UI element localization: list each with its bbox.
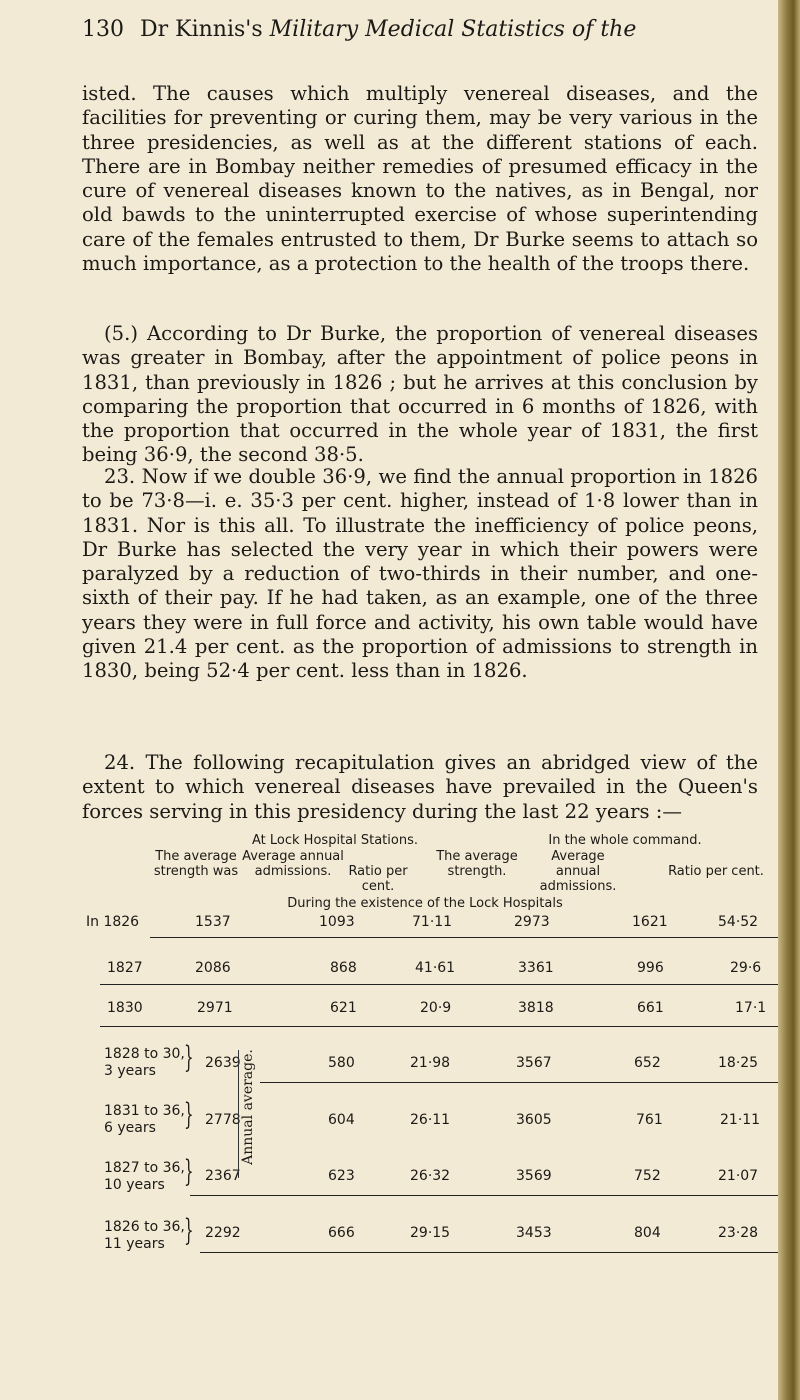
row-label-years: 6 years: [104, 1120, 156, 1136]
cell-ratio: 20·9: [420, 1000, 452, 1016]
vertical-label-annual-average: [240, 1042, 256, 1172]
cell-strength: 2971: [197, 1000, 233, 1016]
row-label: 1831 to 36,: [104, 1103, 185, 1119]
group-header-command: In the whole command.: [548, 833, 702, 848]
cell-ratio2: 54·52: [718, 914, 759, 930]
cell-strength2: 3567: [516, 1055, 552, 1071]
table-rule: [150, 937, 780, 938]
cell-ratio: 26·11: [410, 1112, 451, 1128]
header-book-title: Military Medical Statistics of the: [269, 17, 637, 42]
cell-admissions2: 661: [637, 1000, 664, 1016]
cell-ratio: 26·32: [410, 1168, 451, 1184]
row-label: 1827: [107, 960, 143, 976]
cell-admissions: 868: [330, 960, 357, 976]
header-title: [140, 17, 636, 42]
brace: }: [184, 1097, 194, 1132]
row-label: 1826 to 36,: [104, 1219, 185, 1235]
cell-admissions: 666: [328, 1225, 355, 1241]
cell-admissions: 604: [328, 1112, 355, 1128]
table-rule: [100, 984, 780, 985]
col-header-admissions2: Average annual admissions.: [539, 849, 617, 894]
row-label: 1830: [107, 1000, 143, 1016]
brace: }: [184, 1213, 194, 1248]
group-header-lock: At Lock Hospital Stations.: [252, 833, 418, 848]
cell-admissions2: 804: [634, 1225, 661, 1241]
header-author: Dr Kinnis's: [140, 17, 263, 42]
cell-ratio2: 21·11: [720, 1112, 761, 1128]
cell-strength: 2292: [205, 1225, 241, 1241]
cell-strength: 2086: [195, 960, 231, 976]
vertical-rule: [238, 1050, 239, 1178]
cell-strength2: 3453: [516, 1225, 552, 1241]
cell-ratio2: 18·25: [718, 1055, 759, 1071]
cell-ratio2: 29·6: [730, 960, 762, 976]
col-header-ratio2: Ratio per cent.: [668, 864, 764, 879]
col-header-strength2: The average strength.: [436, 849, 518, 879]
cell-admissions: 1093: [319, 914, 355, 930]
cell-strength2: 2973: [514, 914, 550, 930]
cell-ratio: 21·98: [410, 1055, 451, 1071]
cell-ratio: 29·15: [410, 1225, 451, 1241]
cell-admissions2: 761: [636, 1112, 663, 1128]
table-rule: [100, 1026, 780, 1027]
page-number: 130: [82, 17, 124, 42]
brace: }: [184, 1154, 194, 1189]
paragraph-1: isted. The causes which multiply venereal diseases, and the facilities for preventing or curing them, may be very various in the three presidencies, as well as at the different stations of each. There are in Bombay neither remedies of presumed efficacy in the cure of venereal diseases known to the natives, as in Bengal, nor old bawds to the uninterrupted exercise of whose superintending care of the females entrusted to them, Dr Burke seems to attach so much importance, as a protection to the health of the troops there.: [82, 82, 758, 276]
cell-strength2: 3605: [516, 1112, 552, 1128]
table-rule: [190, 1195, 780, 1196]
cell-strength2: 3361: [518, 960, 554, 976]
brace: }: [184, 1040, 194, 1075]
vertical-label-text: Annual average.: [240, 1049, 256, 1165]
table-rule: [200, 1252, 780, 1253]
cell-ratio2: 23·28: [718, 1225, 759, 1241]
row-label-years: 10 years: [104, 1177, 165, 1193]
running-header: [82, 17, 722, 53]
table-subheader: During the existence of the Lock Hospitals: [287, 896, 563, 911]
cell-ratio2: 17·1: [735, 1000, 767, 1016]
cell-strength2: 3818: [518, 1000, 554, 1016]
cell-ratio2: 21·07: [718, 1168, 759, 1184]
cell-ratio: 41·61: [415, 960, 456, 976]
row-label: In 1826: [86, 914, 140, 930]
cell-admissions2: 1621: [632, 914, 668, 930]
cell-strength: 2639: [205, 1055, 241, 1071]
cell-strength: 2778: [205, 1112, 241, 1128]
cell-strength2: 3569: [516, 1168, 552, 1184]
col-header-strength: The average strength was: [153, 849, 239, 879]
cell-admissions2: 996: [637, 960, 664, 976]
cell-ratio: 71·11: [412, 914, 453, 930]
row-label: 1827 to 36,: [104, 1160, 185, 1176]
cell-admissions: 580: [328, 1055, 355, 1071]
row-label-years: 3 years: [104, 1063, 156, 1079]
col-header-ratio: Ratio per cent.: [348, 864, 408, 894]
paragraph-4: 24. The following recapitulation gives an abridged view of the extent to which venereal diseases have prevailed in the Queen's forces serving in this presidency during the last 22 years :—: [82, 751, 758, 823]
cell-admissions: 621: [330, 1000, 357, 1016]
paragraph-2: (5.) According to Dr Burke, the proportion of venereal diseases was greater in Bombay, after the appointment of police peons in 1831, than previously in 1826 ; but he arrives at this conclusion by comparing the proportion that occurred in 6 months of 1826, with the proportion that occurred in the whole year of 1831, the first being 36·9, the second 38·5.: [82, 322, 758, 467]
row-label-years: 11 years: [104, 1236, 165, 1252]
paragraph-3: 23. Now if we double 36·9, we find the annual proportion in 1826 to be 73·8—i. e. 35·3 per cent. higher, instead of 1·8 lower than in 1831. Nor is this all. To illustrate the inefficiency of police peons, Dr Burke has selected the very year in which their powers were paralyzed by a reduction of two-thirds in their number, and one-sixth of their pay. If he had taken, as an example, one of the three years they were in full force and activity, his own table would have given 21.4 per cent. as the proportion of admissions to strength in 1830, being 52·4 per cent. less than in 1826.: [82, 465, 758, 683]
row-label: 1828 to 30,: [104, 1046, 185, 1062]
cell-strength: 2367: [205, 1168, 241, 1184]
page-edge: [778, 0, 800, 1400]
cell-strength: 1537: [195, 914, 231, 930]
cell-admissions: 623: [328, 1168, 355, 1184]
col-header-admissions: Average annual admissions.: [242, 849, 344, 879]
table-rule: [260, 1082, 780, 1083]
cell-admissions2: 752: [634, 1168, 661, 1184]
cell-admissions2: 652: [634, 1055, 661, 1071]
